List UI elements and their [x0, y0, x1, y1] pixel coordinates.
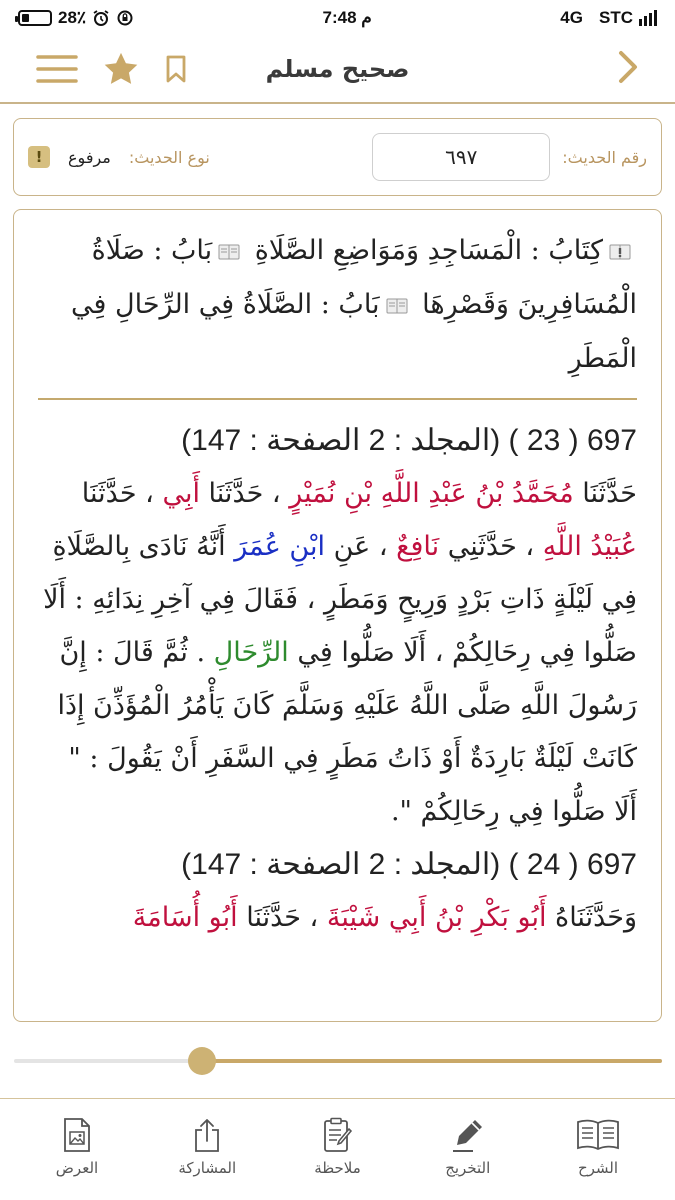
hadith-body — [38, 467, 637, 838]
narrator-name[interactable]: نَافِعٌ — [396, 531, 440, 562]
chevron-right-icon[interactable] — [617, 49, 639, 85]
info-book-icon[interactable] — [609, 243, 631, 261]
narrator-name[interactable]: مُحَمَّدُ بْنُ عَبْدِ اللَّهِ بْنِ نُمَيْرٍ — [289, 478, 574, 509]
tab-share[interactable] — [152, 1117, 262, 1200]
share-icon — [192, 1117, 222, 1153]
hadith-text-segment: ، حَدَّثَنَا — [199, 478, 290, 509]
bottom-tab-bar — [0, 1098, 675, 1200]
tab-label: ملاحظة — [314, 1159, 361, 1177]
chapter-bab-2: بَابُ : الصَّلَاةُ فِي الرِّحَالِ فِي الْمَطَرِ — [71, 289, 637, 374]
page-slider[interactable] — [14, 1046, 662, 1076]
hadith-text-segment: حَدَّثَنَا — [573, 478, 637, 509]
hadith-text-segment: ، حَدَّثَنِي — [439, 531, 543, 562]
hadith-text-segment: . ثُمَّ قَالَ : إِنَّ رَسُولَ اللَّهِ صَلَّى اللَّهُ عَلَيْهِ وَسَلَّمَ كَانَ يَأْمُرُ الْمُؤَذِّنَ إِذَا كَانَتْ لَيْلَةٌ بَارِدَةٌ أَوْ ذَاتُ مَطَرٍ فِي السَّفَرِ أَنْ يَقُولَ : " أَلَا صَلُّوا فِي رِحَالِكُمْ ". — [57, 637, 637, 827]
battery-percent: 28٪ — [58, 8, 87, 27]
bookmark-icon[interactable] — [164, 54, 188, 84]
network-type: 4G — [560, 8, 583, 27]
tab-note[interactable] — [283, 1117, 393, 1200]
companion-name[interactable]: ابْنِ عُمَرَ — [234, 531, 326, 562]
narrator-name[interactable]: أَبُو أُسَامَةَ — [132, 902, 238, 933]
warning-badge[interactable]: ! — [28, 146, 50, 168]
hadith-content-card — [13, 209, 662, 1022]
slider-fill — [202, 1059, 662, 1063]
tab-sharh[interactable] — [543, 1117, 653, 1200]
narrator-name[interactable]: أَبُو بَكْرِ بْنُ أَبِي شَيْبَةَ — [326, 902, 547, 933]
narrator-name[interactable]: أَبِي — [162, 478, 200, 509]
hadith-type-value: مرفوع — [68, 147, 111, 167]
nav-right-actions — [617, 49, 639, 89]
hadith-text-segment: ، عَنِ — [325, 531, 397, 562]
hadith-number-label: رقم الحديث: — [562, 147, 647, 167]
hadith-text-segment: وَحَدَّثَنَاهُ — [546, 902, 637, 933]
open-book-icon[interactable] — [218, 243, 240, 261]
nav-bar — [0, 36, 675, 104]
narrator-name[interactable]: عُبَيْدُ اللَّهِ — [542, 531, 637, 562]
hadith-type-group — [28, 146, 210, 168]
hadith-body — [38, 891, 637, 944]
chapter-heading — [38, 210, 637, 386]
nav-left-actions — [36, 50, 188, 88]
book-icon — [575, 1117, 621, 1153]
hadith-info-card — [13, 118, 662, 196]
alarm-icon — [92, 9, 110, 27]
hadith-type-label: نوع الحديث: — [128, 147, 210, 167]
hadith-reference: 697 ( 23 ) (المجلد : 2 الصفحة : 147) — [181, 424, 637, 457]
hadith-number-group — [360, 133, 647, 181]
status-time: 7:48 م — [322, 8, 372, 27]
hadith-text — [38, 414, 637, 944]
page-title: صحيح مسلم — [265, 55, 410, 83]
status-left — [18, 8, 134, 28]
note-icon — [322, 1117, 354, 1153]
hadith-text-segment: أَنَّهُ نَادَى بِالصَّلَاةِ فِي لَيْلَةٍ ذَاتِ بَرْدٍ وَرِيحٍ وَمَطَرٍ ، فَقَالَ فِي آخِرِ نِدَائِهِ : أَلَا صَلُّوا فِي رِحَالِكُمْ ، أَلَا صَلُّوا فِي — [43, 531, 637, 668]
divider — [38, 398, 637, 400]
tab-label: المشاركة — [178, 1159, 237, 1177]
view-icon — [62, 1117, 92, 1153]
signal-icon — [639, 10, 657, 26]
chapter-bab-1: بَابُ : صَلَاةُ الْمُسَافِرِينَ وَقَصْرِهَا — [91, 235, 637, 320]
battery-icon — [18, 10, 52, 26]
tab-takhrij[interactable] — [413, 1117, 523, 1200]
status-bar — [0, 0, 675, 36]
star-icon[interactable] — [102, 50, 140, 88]
takhrij-icon — [451, 1117, 485, 1153]
slider-thumb[interactable] — [188, 1047, 216, 1075]
open-book-icon[interactable] — [386, 297, 408, 315]
orientation-lock-icon — [116, 9, 134, 27]
tab-label: الشرح — [577, 1159, 619, 1177]
hadith-number-input[interactable]: ٦٩٧ — [372, 133, 550, 181]
status-right — [560, 8, 657, 28]
tab-label: العرض — [55, 1159, 99, 1177]
hadith-reference: 697 ( 24 ) (المجلد : 2 الصفحة : 147) — [181, 848, 637, 881]
chapter-book-title: كِتَابُ : الْمَسَاجِدِ وَمَوَاضِعِ الصَّلَاةِ — [254, 235, 603, 266]
place-name[interactable]: الرِّحَالِ — [213, 637, 289, 668]
tab-label: التخريج — [445, 1159, 491, 1177]
carrier-name: STC — [598, 8, 633, 27]
menu-icon[interactable] — [36, 54, 78, 84]
hadith-text-segment: ، حَدَّثَنَا — [81, 478, 163, 509]
hadith-text-segment: ، حَدَّثَنَا — [237, 902, 327, 933]
tab-view[interactable] — [22, 1117, 132, 1200]
